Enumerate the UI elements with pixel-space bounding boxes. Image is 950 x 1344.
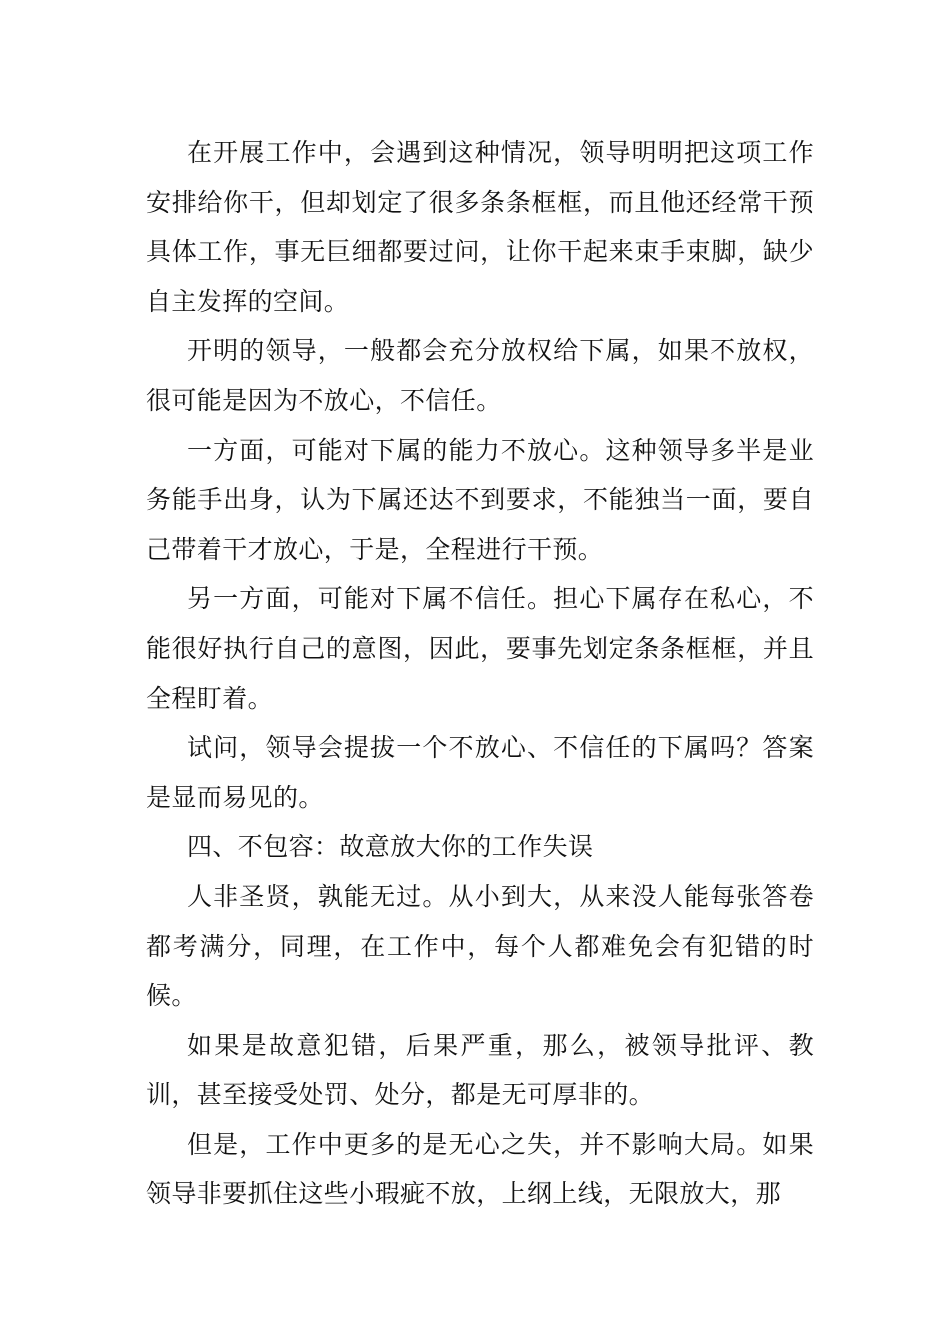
paragraph-1: 在开展工作中，会遇到这种情况，领导明明把这项工作安排给你干，但却划定了很多条条框框，而且他还经常干预具体工作，事无巨细都要过问，让你干起来束手束脚，缺少自主发挥的空间。 <box>146 138 814 316</box>
section-paragraph-2: 如果是故意犯错，后果严重，那么，被领导批评、教训，甚至接受处罚、处分，都是无可厚非的。 <box>146 1030 814 1110</box>
section-paragraph-1: 人非圣贤，孰能无过。从小到大，从来没人能每张答卷都考满分，同理，在工作中，每个人都难免会有犯错的时候。 <box>146 881 814 1011</box>
paragraph-2: 开明的领导，一般都会充分放权给下属，如果不放权，很可能是因为不放心，不信任。 <box>146 336 814 415</box>
paragraph-4: 另一方面，可能对下属不信任。担心下属存在私心，不能很好执行自己的意图，因此，要事先划定条条框框，并且全程盯着。 <box>146 584 814 713</box>
section-paragraph-3: 但是，工作中更多的是无心之失，并不影响大局。如果领导非要抓住这些小瑕疵不放，上纲上线，无限放大，那 <box>146 1129 814 1209</box>
paragraph-5: 试问，领导会提拔一个不放心、不信任的下属吗？答案是显而易见的。 <box>146 733 814 812</box>
section-heading: 四、不包容：故意放大你的工作失误 <box>187 832 594 862</box>
document-body <box>146 128 814 1219</box>
paragraph-3: 一方面，可能对下属的能力不放心。这种领导多半是业务能手出身，认为下属还达不到要求，不能独当一面，要自己带着干才放心，于是，全程进行干预。 <box>146 435 814 564</box>
